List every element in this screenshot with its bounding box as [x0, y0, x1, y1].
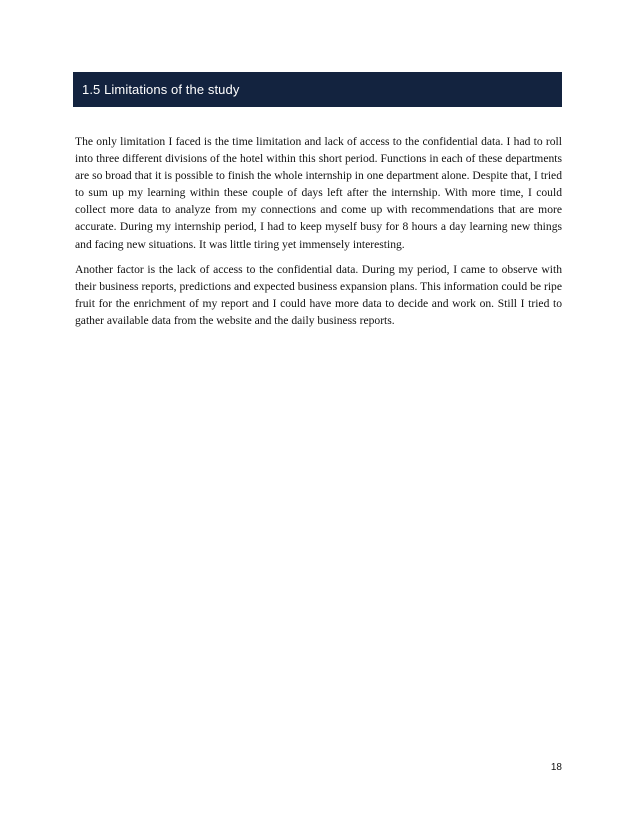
page-number: 18: [550, 762, 562, 773]
section-heading-bar: [73, 72, 562, 107]
paragraph-limitations-time: The only limitation I faced is the time limitation and lack of access to the confidential data. I had to roll into three different divisions of the hotel within this short period. Functions in each of these departments are so broad that it is possible to finish the whole internship in one department alone. Despite that, I tried to sum up my learning within these couple of days left after the internship. With more time, I could collect more data to analyze from my connections and come up with recommendations that are more accurate. During my internship period, I had to keep myself busy for 8 hours a day learning new things and facing new situations. It was little tiring yet immensely interesting.: [75, 135, 562, 251]
section-heading: 1.5 Limitations of the study: [82, 82, 240, 97]
paragraph-limitations-data-access: Another factor is the lack of access to the confidential data. During my period, I came to observe with their business reports, predictions and expected business expansion plans. This information could be ripe fruit for the enrichment of my report and I could have more data to decide and work on. Still I tried to gather available data from the website and the daily business reports.: [75, 262, 562, 327]
body-text: [75, 133, 562, 329]
